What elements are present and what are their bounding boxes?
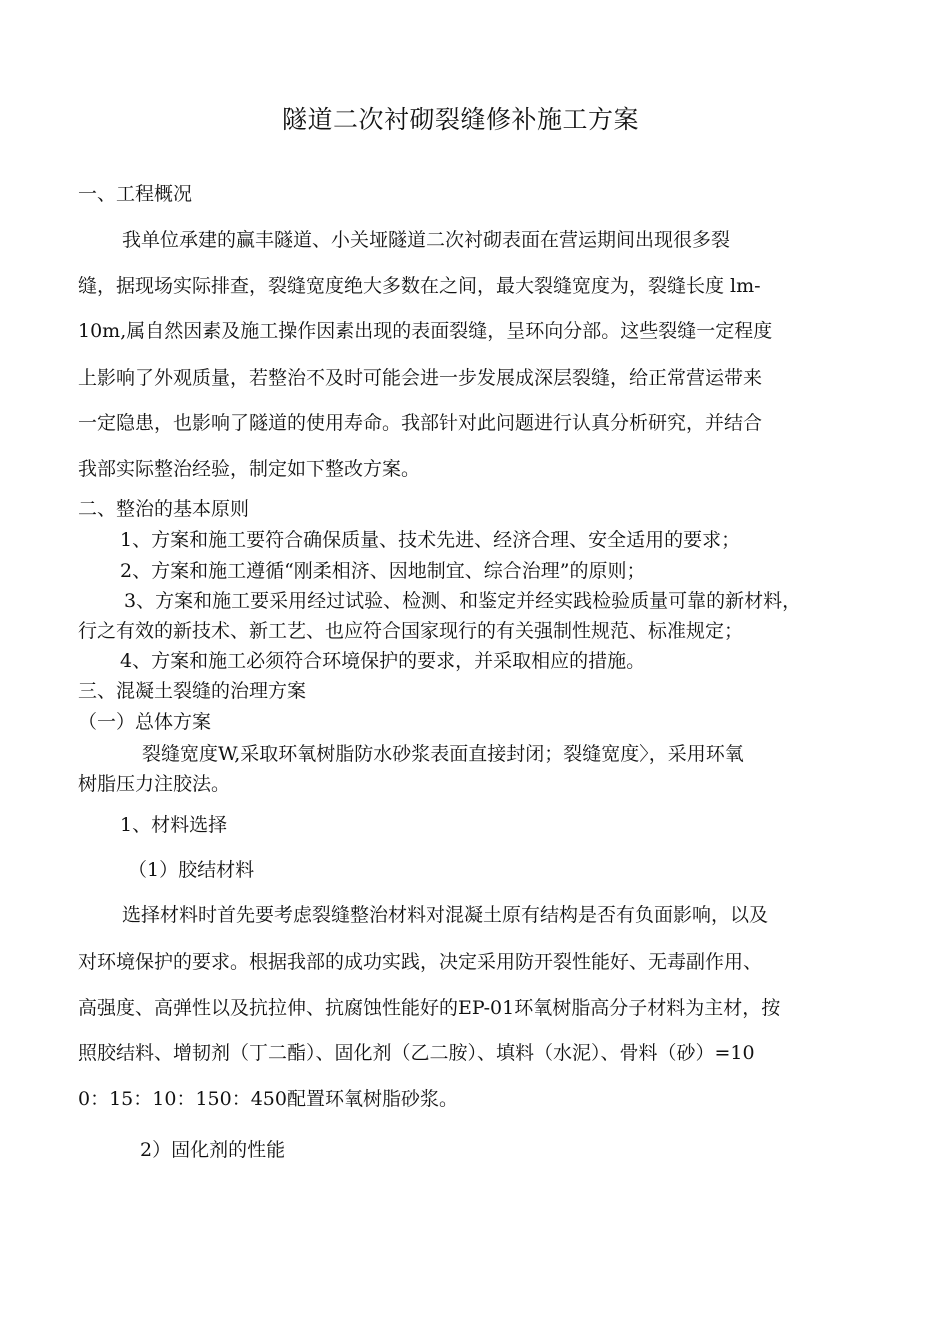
- subsection-heading: 1、材料选择: [120, 814, 228, 836]
- paragraph-line: 裂缝宽度W,采取环氧树脂防水砂浆表面直接封闭；裂缝宽度〉，采用环氧: [142, 743, 744, 765]
- paragraph-line: 选择材料时首先要考虑裂缝整治材料对混凝土原有结构是否有负面影响，以及: [122, 904, 769, 926]
- paragraph-line: 0：15：10：150：450配置环氧树脂砂浆。: [78, 1088, 458, 1110]
- paragraph-line: 上影响了外观质量，若整治不及时可能会进一步发展成深层裂缝，给正常营运带来: [78, 367, 763, 389]
- paragraph-line: 我单位承建的赢丰隧道、小关垭隧道二次衬砌表面在营运期间出现很多裂: [122, 229, 731, 251]
- subsection-heading: （1）胶结材料: [128, 859, 255, 881]
- section-heading: 二、整治的基本原则: [78, 498, 250, 520]
- section-heading: 三、混凝土裂缝的治理方案: [78, 680, 307, 702]
- paragraph-line: 我部实际整治经验，制定如下整改方案。: [78, 458, 421, 480]
- list-item: 行之有效的新技术、新工艺、也应符合国家现行的有关强制性规范、标准规定；: [78, 620, 744, 642]
- list-item: 3、方案和施工要采用经过试验、检测、和鉴定并经实践检验质量可靠的新材料，: [124, 590, 802, 612]
- paragraph-line: 高强度、高弹性以及抗拉伸、抗腐蚀性能好的EP-01环氧树脂高分子材料为主材，按: [78, 997, 781, 1019]
- paragraph-line: 对环境保护的要求。根据我部的成功实践，决定采用防开裂性能好、无毒副作用、: [78, 951, 763, 973]
- list-item: 2、方案和施工遵循“刚柔相济、因地制宜、综合治理”的原则；: [120, 560, 646, 582]
- list-item: 1、方案和施工要符合确保质量、技术先进、经济合理、安全适用的要求；: [120, 529, 741, 551]
- document-title: 隧道二次衬砌裂缝修补施工方案: [282, 105, 640, 134]
- list-item: 4、方案和施工必须符合环境保护的要求，并采取相应的措施。: [120, 650, 646, 672]
- paragraph-line: 10m,属自然因素及施工操作因素出现的表面裂缝，呈环向分部。这些裂缝一定程度: [78, 320, 773, 342]
- subsection-heading: 2）固化剂的性能: [140, 1139, 286, 1161]
- paragraph-line: 照胶结料、增韧剂（丁二酯）、固化剂（乙二胺）、填料（水泥）、骨料（砂）=10: [78, 1042, 755, 1064]
- paragraph-line: 缝，据现场实际排查，裂缝宽度绝大多数在之间，最大裂缝宽度为，裂缝长度 lm-: [78, 275, 761, 297]
- paragraph-line: 一定隐患，也影响了隧道的使用寿命。我部针对此问题进行认真分析研究，并结合: [78, 412, 763, 434]
- paragraph-line: 树脂压力注胶法。: [78, 773, 231, 795]
- subsection-heading: （一）总体方案: [78, 711, 212, 733]
- section-heading: 一、工程概况: [78, 183, 193, 205]
